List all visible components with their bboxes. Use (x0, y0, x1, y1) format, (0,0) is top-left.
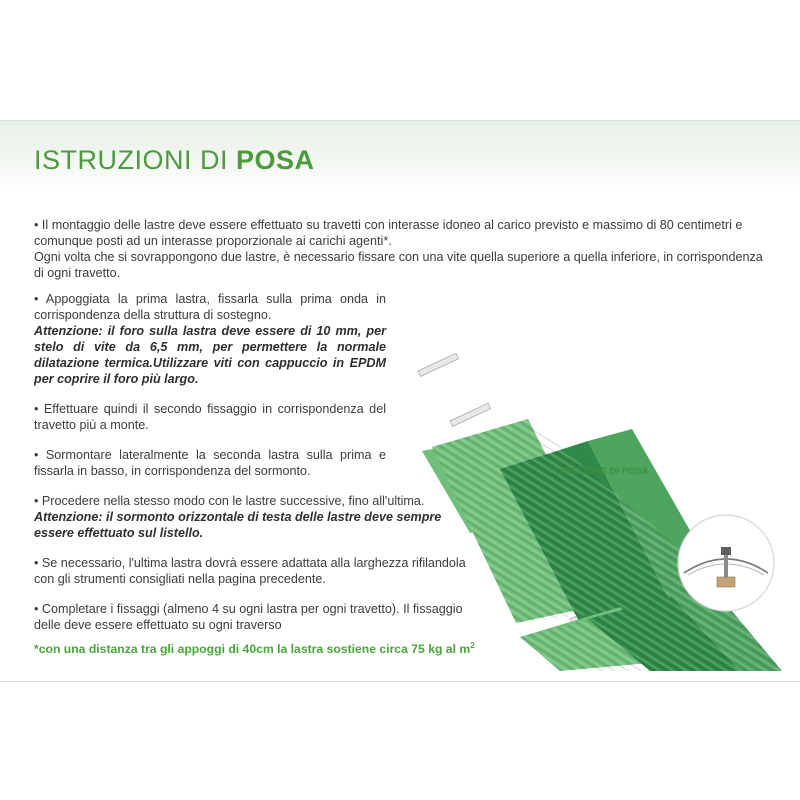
step-5-text: • Se necessario, l'ultima lastra dovrà essere adattata alla larghezza rifilandola con gli strumenti consigliati nella pagina precedente. (34, 556, 466, 586)
step-1-text: • Appoggiata la prima lastra, fissarla sulla prima onda in corrispondenza della struttura di sostegno. (34, 292, 386, 322)
load-note-text: *con una distanza tra gli appoggi di 40cm la lastra sostiene circa 75 kg al m (34, 642, 471, 657)
intro-line1: • Il montaggio delle lastre deve essere effettuato su travetti con interasse idoneo al carico previsto e massimo di 80 centimetri e comunque posti ad un interasse proporzionale ai carichi agenti*. (34, 218, 743, 248)
intro-line2: Ogni volta che si sovrappongono due lastre, è necessario fissare con una vite quella superiore a quella inferiore, in corrispondenza di ogni travetto. (34, 250, 763, 280)
step-1 (34, 291, 386, 387)
load-note-sup: 2 (470, 641, 475, 650)
step-3 (34, 447, 386, 479)
page-title (34, 145, 315, 176)
title-part1: ISTRUZIONI DI (34, 145, 236, 175)
step-6-text: • Completare i fissaggi (almeno 4 su ogni lastra per ogni travetto). Il fissaggio delle deve essere effettuato su ogni traverso (34, 602, 463, 632)
title-part2: POSA (236, 145, 315, 175)
screw-detail (678, 515, 774, 611)
instructions-card (0, 120, 800, 682)
step-2-text: • Effettuare quindi il secondo fissaggio in corrispondenza del travetto più a monte. (34, 402, 386, 432)
step-1-warning: Attenzione: il foro sulla lastra deve essere di 10 mm, per stelo di vite da 6,5 mm, per permettere la normale dilatazione termica.Utilizzare viti con cappuccio in EPDM per coprire il foro più largo. (34, 324, 386, 386)
step-2 (34, 401, 386, 433)
step-4-text: • Procedere nella stesso modo con le lastre successive, fino all'ultima. (34, 494, 425, 508)
intro-text (34, 217, 774, 281)
direction-label: < DIREZIONE DI POSA (547, 466, 649, 477)
roof-sheets-illustration (410, 301, 800, 671)
step-3-text: • Sormontare lateralmente la seconda lastra sulla prima e fissarla in basso, in corrispondenza del sormonto. (34, 448, 386, 478)
step-4-warning: Attenzione: il sormonto orizzontale di testa delle lastre deve sempre essere effettuato sul listello. (34, 510, 442, 540)
